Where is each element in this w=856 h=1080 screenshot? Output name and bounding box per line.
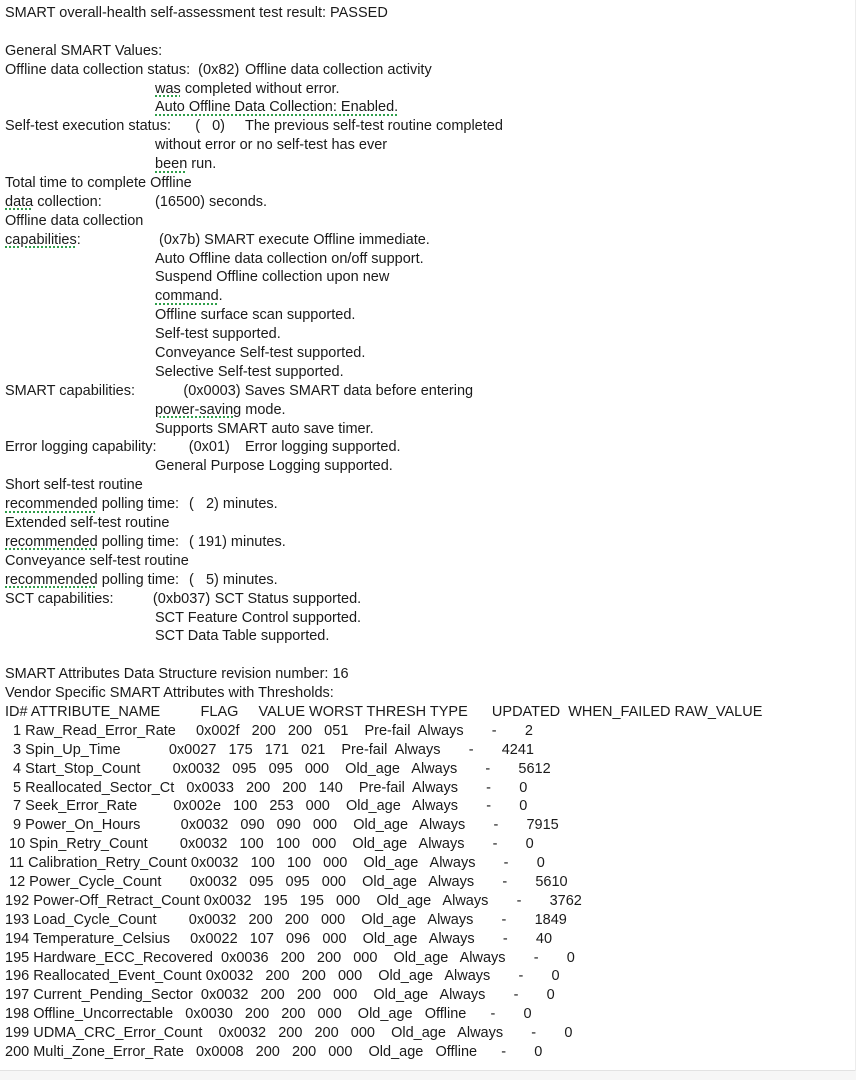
text-line [5, 646, 856, 665]
text-segment: . [218, 288, 223, 305]
text-segment: Short self-test routine [5, 477, 147, 494]
text-segment: Offline surface scan supported. [155, 307, 356, 324]
text-segment: SMART capabilities: (0x0003) Saves SMART data before entering [5, 382, 474, 399]
text-segment [5, 288, 155, 304]
text-segment: Offline data collection [5, 212, 144, 229]
text-segment: run. [187, 156, 217, 173]
text-segment: 3 Spin_Up_Time 0x0027 175 171 021 Pre-fail Always - 4241 [5, 741, 534, 758]
text-line [5, 1043, 856, 1062]
text-line [5, 212, 856, 231]
spellcheck-underlined-word: was [155, 80, 181, 97]
text-line [5, 703, 856, 722]
spellcheck-underlined-word: command [155, 288, 219, 305]
text-segment: 9 Power_On_Hours 0x0032 090 090 000 Old_age Always - 7915 [5, 817, 559, 834]
text-line [5, 344, 856, 363]
text-segment: Offline data collection status: (0x82) Offline data collection activity [5, 61, 432, 78]
text-line [5, 797, 856, 816]
text-segment: Conveyance Self-test supported. [155, 345, 366, 362]
spellcheck-underlined-word: recommended [5, 533, 98, 550]
text-segment: Selective Self-test supported. [155, 363, 344, 380]
text-line [5, 514, 856, 533]
text-segment: 1 Raw_Read_Error_Rate 0x002f 200 200 051 Pre-fail Always - 2 [5, 722, 533, 739]
text-segment: without error or no self-test has ever [155, 137, 392, 154]
text-line [5, 61, 856, 80]
text-line [5, 571, 856, 590]
text-segment: collection: (16500) seconds. [33, 193, 268, 210]
text-segment: 11 Calibration_Retry_Count 0x0032 100 100 000 Old_age Always - 0 [5, 855, 545, 872]
text-line [5, 816, 856, 835]
text-line [5, 533, 856, 552]
text-segment: Error logging capability: (0x01) Error logging supported. [5, 439, 401, 456]
text-line [5, 325, 856, 344]
text-segment: completed without error. [180, 80, 340, 97]
text-line [5, 306, 856, 325]
text-segment: 192 Power-Off_Retract_Count 0x0032 195 195 000 Old_age Always - 3762 [5, 892, 582, 909]
text-segment: SCT Feature Control supported. [155, 609, 362, 626]
spellcheck-underlined-word: capabilities [5, 231, 77, 248]
text-line [5, 457, 856, 476]
text-line [5, 949, 856, 968]
text-segment: General SMART Values: [5, 42, 163, 59]
text-line [5, 420, 856, 439]
text-segment: 196 Reallocated_Event_Count 0x0032 200 200 000 Old_age Always - 0 [5, 968, 560, 985]
text-line [5, 1024, 856, 1043]
text-segment: Extended self-test routine [5, 515, 170, 532]
bottom-bar [0, 1070, 856, 1080]
text-segment: Auto Offline data collection on/off support. [155, 250, 424, 267]
text-line [5, 741, 856, 760]
text-segment: 194 Temperature_Celsius 0x0022 107 096 000 Old_age Always - 40 [5, 930, 553, 947]
spellcheck-underlined-word: data [5, 193, 34, 210]
text-line [5, 117, 856, 136]
text-line [5, 779, 856, 798]
text-segment: SCT Data Table supported. [155, 628, 330, 645]
text-line [5, 854, 856, 873]
text-line [5, 986, 856, 1005]
text-segment: : (0x7b) SMART execute Offline immediate. [76, 231, 430, 248]
text-line [5, 967, 856, 986]
text-segment: 199 UDMA_CRC_Error_Count 0x0032 200 200 000 Old_age Always - 0 [5, 1025, 573, 1042]
text-segment: SMART Attributes Data Structure revision number: 16 [5, 666, 349, 683]
text-line [5, 930, 856, 949]
text-segment [5, 156, 155, 172]
text-segment: 4 Start_Stop_Count 0x0032 095 095 000 Old_age Always - 5612 [5, 760, 551, 777]
text-line [5, 438, 856, 457]
text-segment: Self-test execution status: ( 0) The previous self-test routine completed [5, 118, 503, 135]
text-segment: SCT capabilities: (0xb037) SCT Status supported. [5, 590, 362, 607]
text-line [5, 155, 856, 174]
text-segment: ID# ATTRIBUTE_NAME FLAG VALUE WORST THRESH TYPE UPDATED WHEN_FAILED RAW_VALUE [5, 703, 763, 720]
spellcheck-underlined-word: recommended [5, 571, 98, 588]
text-line [5, 760, 856, 779]
text-segment: polling time: ( 5) minutes. [97, 571, 278, 588]
text-line [5, 193, 856, 212]
text-segment: 197 Current_Pending_Sector 0x0032 200 200 000 Old_age Always - 0 [5, 987, 555, 1004]
text-segment: 200 Multi_Zone_Error_Rate 0x0008 200 200 000 Old_age Offline - 0 [5, 1043, 543, 1060]
text-line [5, 287, 856, 306]
text-segment: polling time: ( 191) minutes. [97, 533, 286, 550]
text-segment: mode. [241, 401, 286, 418]
text-segment: Vendor Specific SMART Attributes with Thresholds: [5, 685, 334, 702]
text-line [5, 250, 856, 269]
text-line [5, 911, 856, 930]
text-line [5, 98, 856, 117]
text-segment: SMART overall-health self-assessment test result: PASSED [5, 5, 388, 21]
spellcheck-underlined-word: Auto Offline Data Collection: Enabled. [155, 99, 399, 116]
spellcheck-underlined-word: been [155, 156, 188, 173]
text-line [5, 382, 856, 401]
text-line [5, 174, 856, 193]
text-line [5, 495, 856, 514]
text-segment: 193 Load_Cycle_Count 0x0032 200 200 000 Old_age Always - 1849 [5, 911, 567, 928]
text-line [5, 835, 856, 854]
spellcheck-underlined-word: power-saving [155, 401, 242, 418]
text-line [5, 4, 856, 23]
spellcheck-underlined-word: recommended [5, 496, 98, 513]
text-line [5, 80, 856, 99]
text-line [5, 684, 856, 703]
text-segment: 12 Power_Cycle_Count 0x0032 095 095 000 Old_age Always - 5610 [5, 873, 568, 890]
text-segment: polling time: ( 2) minutes. [97, 496, 278, 513]
text-line [5, 665, 856, 684]
text-segment: Suspend Offline collection upon new [155, 269, 390, 286]
text-segment [5, 99, 155, 115]
text-segment: Conveyance self-test routine [5, 552, 189, 569]
text-segment: Supports SMART auto save timer. [155, 420, 374, 437]
text-line [5, 722, 856, 741]
text-segment: 198 Offline_Uncorrectable 0x0030 200 200 000 Old_age Offline - 0 [5, 1006, 532, 1023]
text-line [5, 627, 856, 646]
text-segment [5, 402, 155, 418]
text-line [5, 590, 856, 609]
text-segment: General Purpose Logging supported. [155, 458, 393, 475]
text-line [5, 552, 856, 571]
text-line [5, 268, 856, 287]
text-line [5, 231, 856, 250]
text-line [5, 1005, 856, 1024]
text-line [5, 401, 856, 420]
text-segment: Self-test supported. [155, 326, 281, 343]
text-segment: 195 Hardware_ECC_Recovered 0x0036 200 200 000 Old_age Always - 0 [5, 949, 575, 966]
text-segment [5, 81, 155, 97]
text-line [5, 23, 856, 42]
text-segment: 5 Reallocated_Sector_Ct 0x0033 200 200 140 Pre-fail Always - 0 [5, 779, 528, 796]
text-line [5, 136, 856, 155]
text-segment: 10 Spin_Retry_Count 0x0032 100 100 000 Old_age Always - 0 [5, 836, 534, 853]
text-line [5, 476, 856, 495]
text-segment: Total time to complete Offline [5, 175, 196, 192]
text-line [5, 892, 856, 911]
text-line [5, 609, 856, 628]
text-line [5, 363, 856, 382]
smartctl-output-text[interactable] [5, 4, 856, 1062]
text-segment: 7 Seek_Error_Rate 0x002e 100 253 000 Old_age Always - 0 [5, 798, 528, 815]
text-line [5, 873, 856, 892]
text-line [5, 42, 856, 61]
